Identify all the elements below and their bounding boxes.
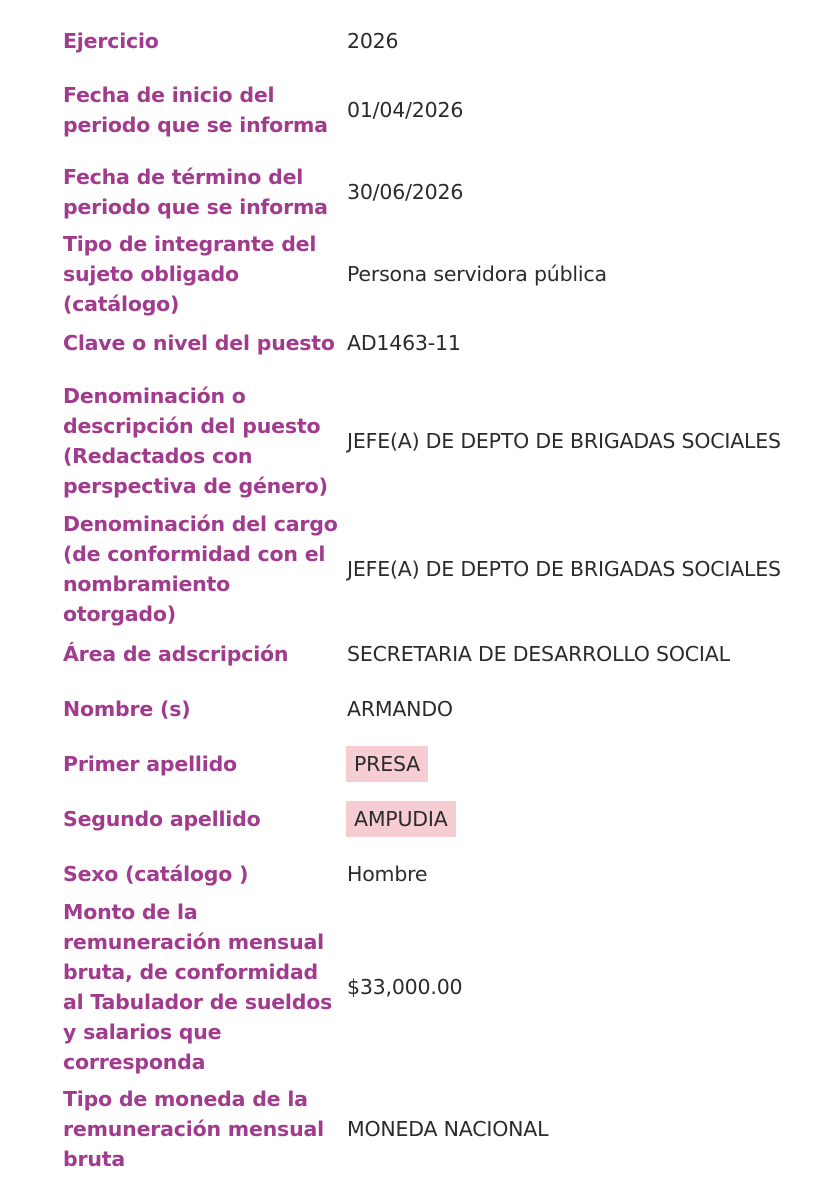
highlighted-text: AMPUDIA [346, 801, 456, 837]
field-row-clave-puesto [0, 315, 836, 370]
highlighted-text: PRESA [346, 746, 428, 782]
field-label: Clave o nivel del puesto [63, 330, 335, 355]
field-row-segundo-apellido [0, 791, 836, 846]
field-row-ejercicio [0, 12, 836, 69]
field-row-sexo [0, 846, 836, 901]
field-value-highlighted [347, 804, 836, 834]
field-label: Monto de la remuneración mensual bruta, de conformidad al Tabulador de sueldos y salarios que corresponda [63, 900, 333, 1074]
field-row-fecha-inicio [0, 69, 836, 151]
field-row-primer-apellido [0, 736, 836, 791]
field-label: Fecha de término del periodo que se informa [63, 165, 328, 219]
field-label: Sexo (catálogo ) [63, 861, 249, 886]
field-value: MONEDA NACIONAL [347, 1117, 549, 1141]
field-value: 2026 [347, 28, 399, 53]
field-value: $33,000.00 [347, 975, 463, 999]
field-row-area-adscripcion [0, 626, 836, 681]
field-row-monto-remuneracion [0, 901, 836, 1073]
field-value: 01/04/2026 [347, 98, 464, 122]
field-label: Fecha de inicio del periodo que se informa [63, 83, 328, 137]
field-label: Nombre (s) [63, 696, 191, 721]
field-label: Denominación del cargo (de conformidad con el nombramiento otorgado) [63, 511, 338, 626]
field-label: Segundo apellido [63, 806, 261, 831]
field-row-fecha-termino [0, 151, 836, 233]
field-value: 30/06/2026 [347, 180, 464, 204]
field-value: ARMANDO [347, 696, 453, 721]
field-label: Tipo de integrante del sujeto obligado (catálogo) [63, 232, 317, 316]
field-value: SECRETARIA DE DESARROLLO SOCIAL [347, 641, 730, 666]
field-value: Persona servidora pública [347, 262, 607, 286]
field-label: Tipo de moneda de la remuneración mensual bruta [63, 1087, 324, 1171]
field-value: AD1463-11 [347, 330, 461, 355]
field-value: JEFE(A) DE DEPTO DE BRIGADAS SOCIALES [347, 428, 781, 453]
field-row-tipo-moneda [0, 1073, 836, 1185]
field-label: Denominación o descripción del puesto (Redactados con perspectiva de género) [63, 383, 328, 498]
field-value: Hombre [347, 861, 428, 886]
field-label: Primer apellido [63, 751, 237, 776]
field-value: JEFE(A) DE DEPTO DE BRIGADAS SOCIALES [347, 556, 781, 581]
field-row-tipo-integrante [0, 233, 836, 315]
field-label: Área de adscripción [63, 641, 289, 666]
field-label: Ejercicio [63, 28, 159, 53]
field-row-denominacion-puesto [0, 370, 836, 511]
field-row-denominacion-cargo [0, 511, 836, 626]
field-value-highlighted [347, 749, 836, 779]
field-row-nombre [0, 681, 836, 736]
